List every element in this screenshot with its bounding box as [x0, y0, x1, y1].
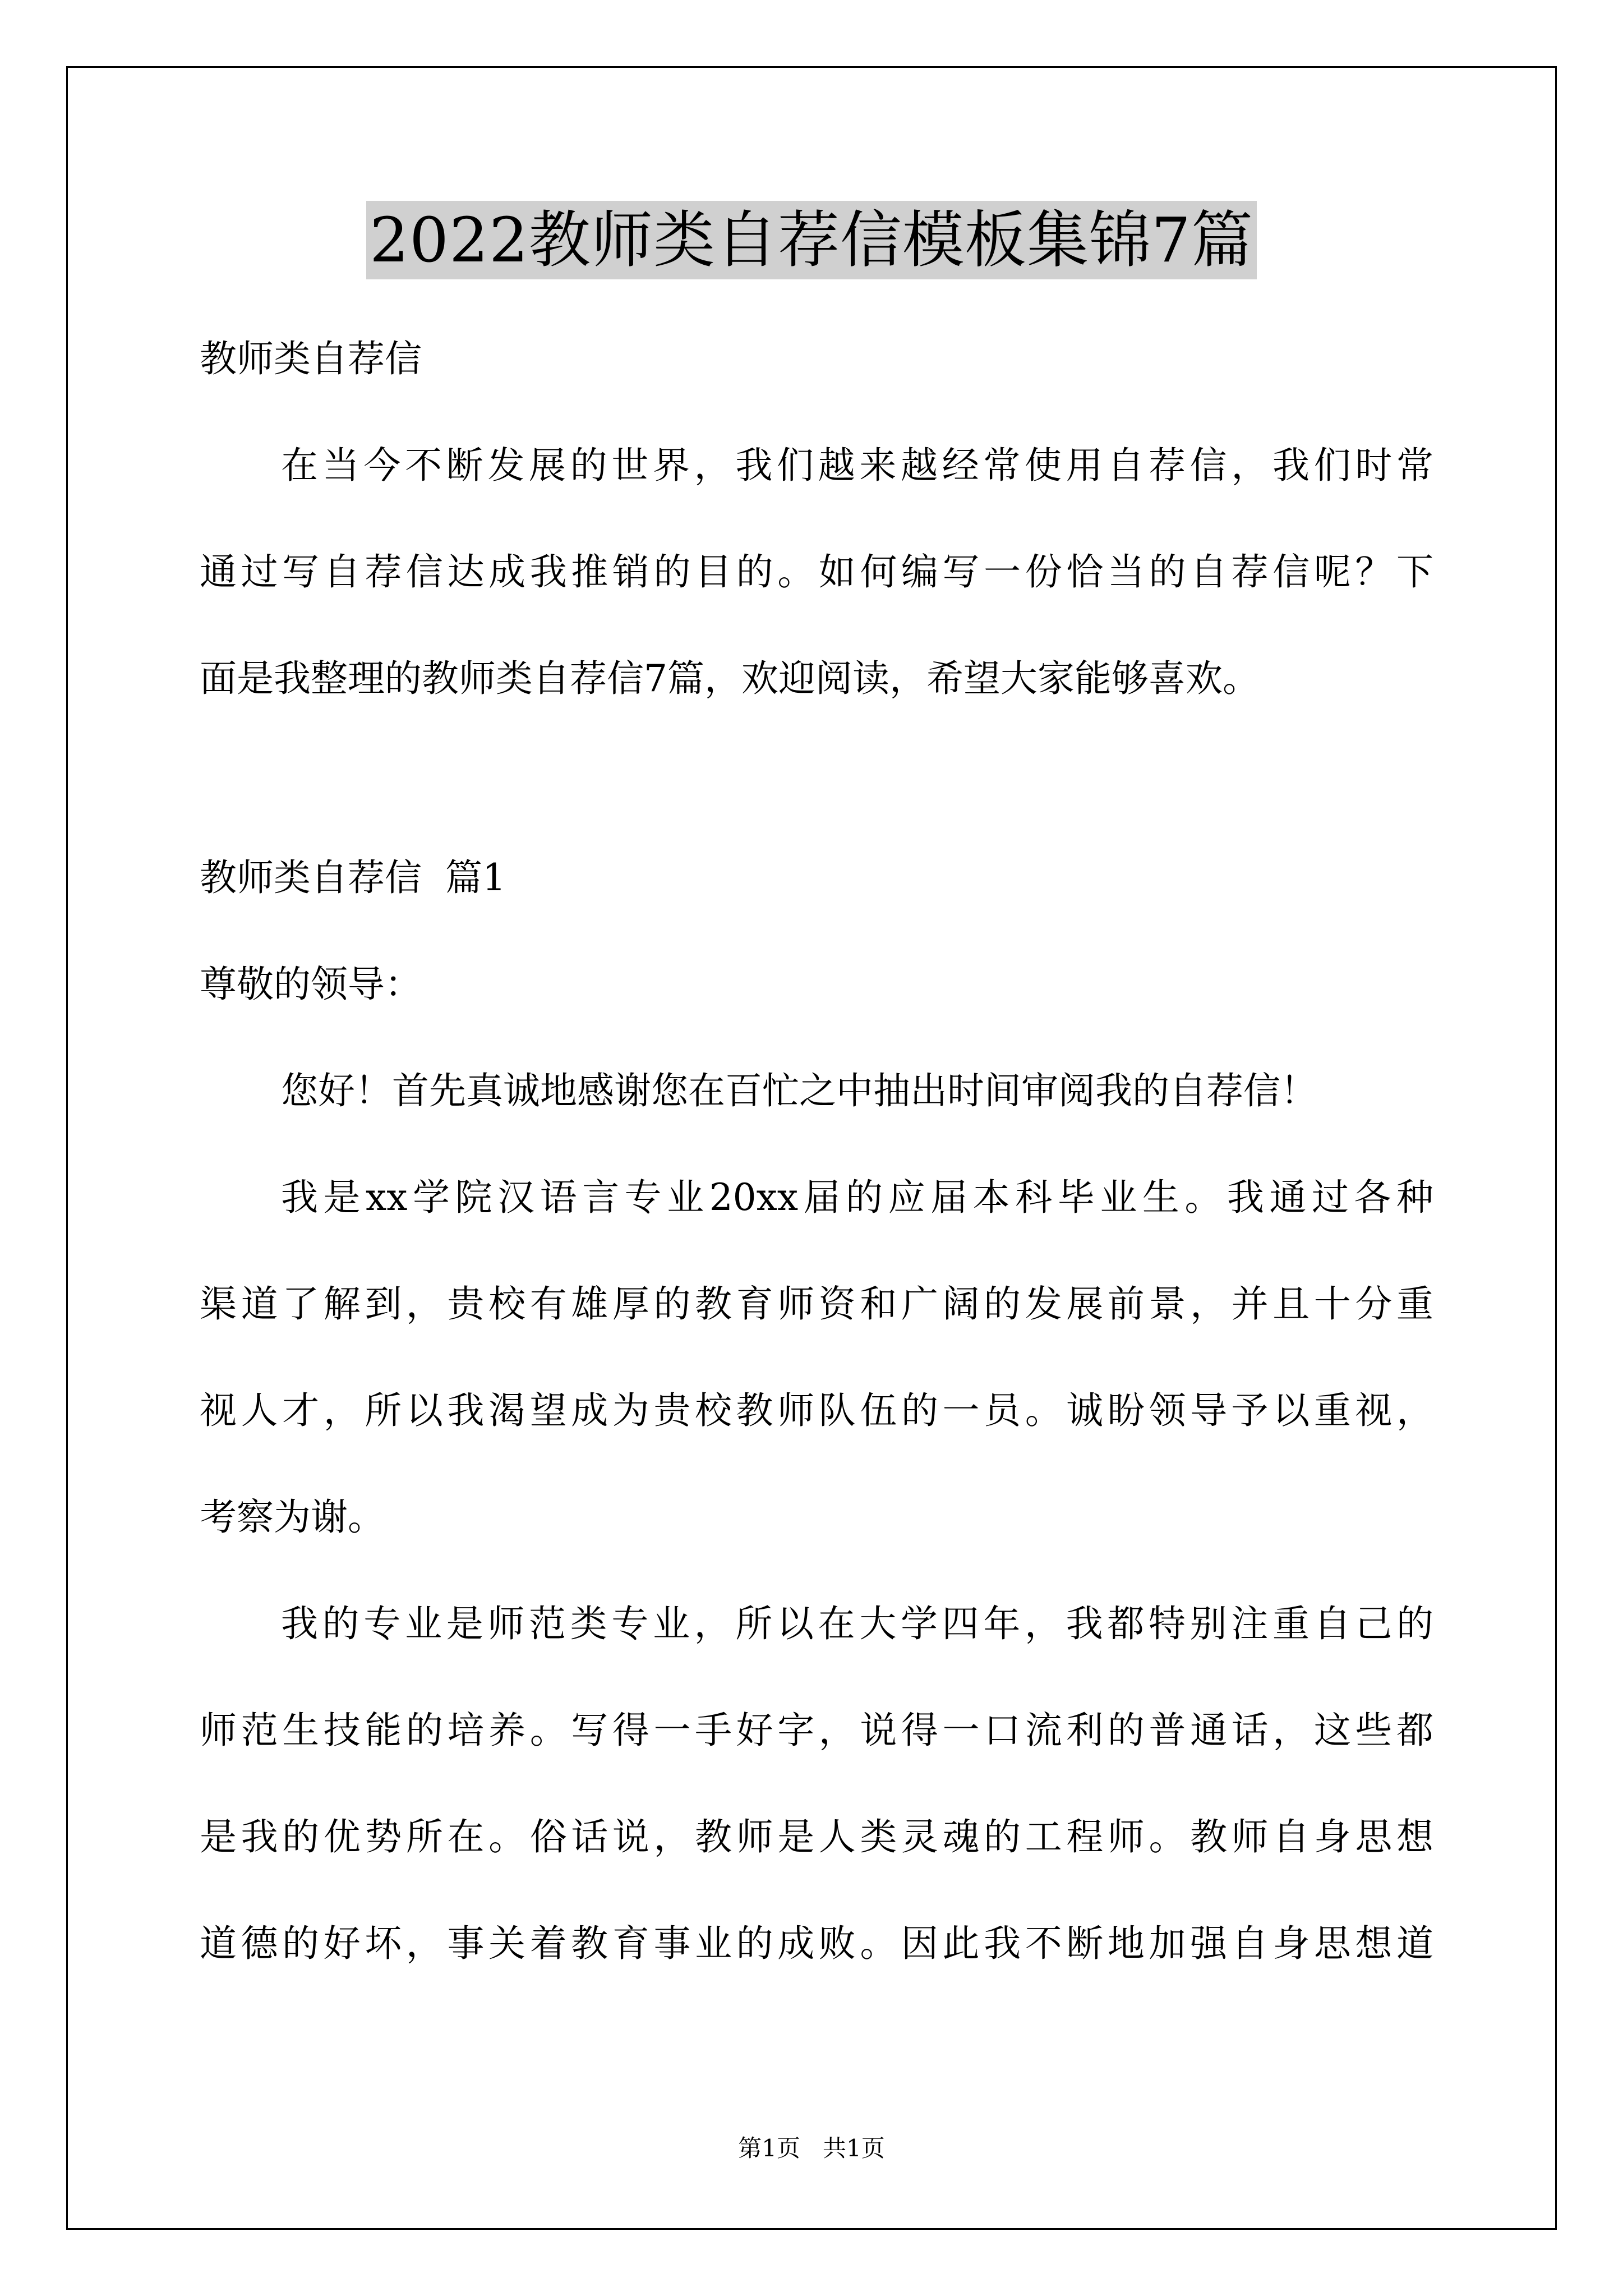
intro-line: 通过写自荐信达成我推销的目的。如何编写一份恰当的自荐信呢？下	[200, 550, 1433, 593]
salutation: 尊敬的领导：	[200, 963, 422, 1006]
greeting: 您好！首先真诚地感谢您在百忙之中抽出时间审阅我的自荐信！	[281, 1069, 1317, 1112]
spacer	[200, 732, 1433, 825]
paragraph-line: 师范生技能的培养。写得一手好字，说得一口流利的普通话，这些都	[200, 1709, 1433, 1752]
paragraph-line: 是我的优势所在。俗话说，教师是人类灵魂的工程师。教师自身思想	[200, 1815, 1433, 1858]
page-footer: 第1页 共1页	[738, 2134, 885, 2162]
document-body	[200, 306, 1433, 1997]
paragraph-line: 视人才，所以我渴望成为贵校教师队伍的一员。诚盼领导予以重视，	[200, 1389, 1433, 1432]
document-title: 2022教师类自荐信模板集锦7篇	[366, 201, 1257, 279]
title-container	[0, 201, 1623, 279]
section-heading: 教师类自荐信 篇1	[200, 856, 506, 899]
paragraph-line: 渠道了解到，贵校有雄厚的教育师资和广阔的发展前景，并且十分重	[200, 1282, 1433, 1326]
paragraph-line: 考察为谢。	[200, 1496, 385, 1539]
paragraph-line: 道德的好坏，事关着教育事业的成败。因此我不断地加强自身思想道	[200, 1922, 1433, 1965]
paragraph-line: 我的专业是师范类专业，所以在大学四年，我都特别注重自己的	[281, 1602, 1433, 1645]
intro-line: 面是我整理的教师类自荐信7篇，欢迎阅读，希望大家能够喜欢。	[200, 657, 1260, 700]
intro-heading: 教师类自荐信	[200, 337, 422, 380]
intro-line: 在当今不断发展的世界，我们越来越经常使用自荐信，我们时常	[281, 444, 1433, 487]
paragraph-line: 我是xx学院汉语言专业20xx届的应届本科毕业生。我通过各种	[281, 1176, 1433, 1219]
